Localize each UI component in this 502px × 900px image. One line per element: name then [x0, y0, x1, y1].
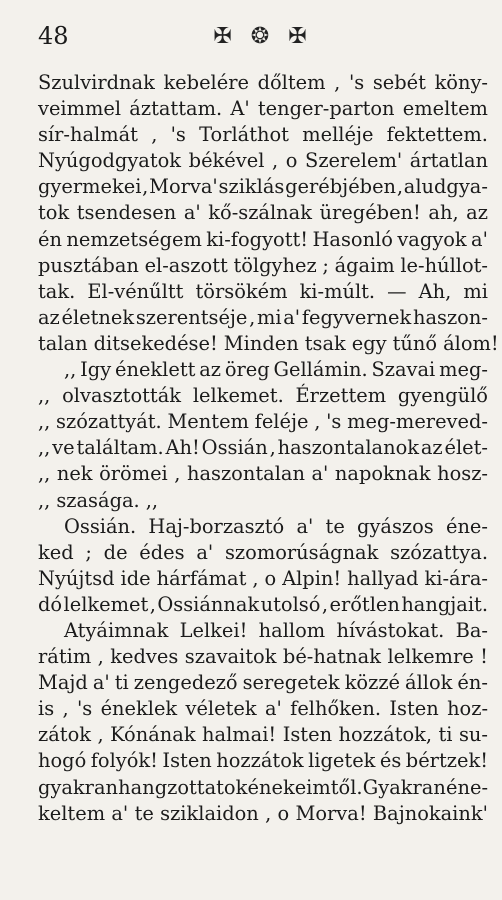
text-line: gyakran hangzottatok énekeimtől. Gyakran éne- [38, 775, 488, 799]
text-line: talan ditsekedése! Minden tsak egy tűnő álom! [38, 331, 499, 355]
text-line: ,, Igy éneklett az öreg Gellámin. Szavai meg- [64, 358, 488, 382]
text-line: veimmel áztattam. A' tenger-parton emeltem [38, 97, 488, 121]
text-line: Majd a' ti zengedező seregetek közzé állok én- [38, 671, 488, 695]
text-line: pusztában el-aszott tölgyhez ; ágaim le-húllot- [38, 253, 488, 277]
text-line: Nyúgodgyatok békével , o Szerelem' ártatlan [38, 149, 488, 173]
text-line: tok tsendesen a' kő-szálnak üregében! ah, az [38, 201, 488, 225]
body-text [38, 70, 499, 827]
text-line: az életnek szerentséje , mi a' fegyvernek haszon- [38, 305, 488, 329]
page-header [38, 18, 488, 54]
text-line: ,, szózattyát. Mentem feléje , 's meg-mereved- [38, 410, 488, 434]
text-line: ,, ve találtam. Ah! Ossián , haszontalanok az élet- [38, 436, 488, 460]
text-line: keltem a' te sziklaidon , o Morva! Bajnokaink' [38, 801, 488, 825]
text-line: ked ; de édes a' szomorúságnak szózattya. [38, 540, 488, 564]
text-line: ,, nek örömei , haszontalan a' napoknak hosz- [38, 462, 488, 486]
text-line: hogó folyók! Isten hozzátok ligetek és bértzek! [38, 749, 488, 773]
ornament-icon: ✠ ❂ ✠ [213, 24, 313, 49]
text-line: dó lelkemet , Ossiánnak utolsó , erőtlen hangjait. [38, 592, 488, 616]
text-line: zátok , Kónának halmai! Isten hozzátok, ti su- [38, 723, 488, 747]
text-line: sír-halmát , 's Torláthot melléje fektettem. [38, 123, 488, 147]
text-line: is , 's éneklek véletek a' felhőken. Isten hoz- [38, 697, 488, 721]
text-line: gyermekei , Morva' sziklás gerébjében , aludgya- [38, 175, 488, 199]
text-line: ,, olvasztották lelkemet. Érzettem gyengülő [38, 384, 488, 408]
text-line: tak. El-vénűltt törsökém ki-múlt. — Ah, mi [38, 279, 488, 303]
text-line: én nemzetségem ki-fogyott! Hasonló vagyok a' [38, 227, 488, 251]
page-number: 48 [38, 22, 69, 50]
text-line: Atyáimnak Lelkei! hallom hívástokat. Ba- [64, 618, 488, 642]
text-line: Ossián. Haj-borzasztó a' te gyászos éne- [64, 514, 488, 538]
text-line: rátim , kedves szavaitok bé-hatnak lelkemre ! [38, 645, 488, 669]
text-line: Nyújtsd ide hárfámat , o Alpin! hallyad ki-ára- [38, 566, 488, 590]
text-line: ,, szasága. ,, [38, 488, 159, 512]
text-line: Szulvirdnak kebelére dőltem , 's sebét köny- [38, 71, 488, 94]
